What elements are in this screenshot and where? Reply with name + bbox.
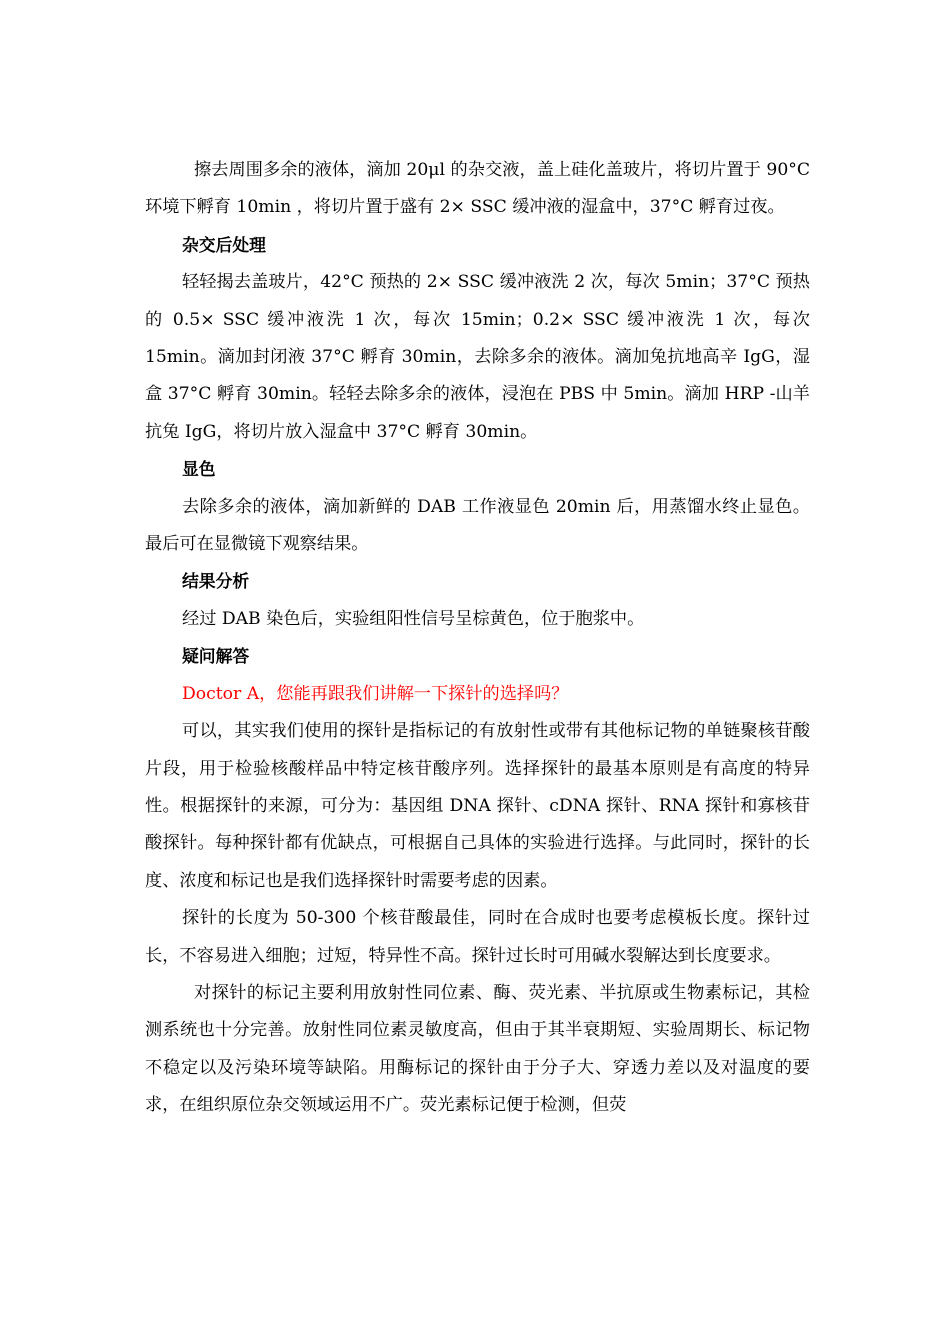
paragraph-probe-labeling: 对探针的标记主要利用放射性同位素、酶、荧光素、半抗原或生物素标记，其检测系统也十分完善。放射性同位素灵敏度高，但由于其半衰期短、实验周期长、标记物不稳定以及污染环境等缺陷。用酶标记的探针由于分子大、穿透力差以及对温度的要求，在组织原位杂交领域运用不广。荧光素标记便于检测，但荧 (145, 982, 810, 1116)
heading-post-hybridization: 杂交后处理 (182, 234, 266, 255)
paragraph-result-analysis: 经过 DAB 染色后，实验组阳性信号呈棕黄色，位于胞浆中。 (182, 608, 645, 629)
faq-question: Doctor A，您能再跟我们讲解一下探针的选择吗？ (182, 683, 569, 704)
paragraph-post-hybridization: 轻轻揭去盖玻片，42°C 预热的 2× SSC 缓冲液洗 2 次，每次 5min；37°C 预热的 0.5× SSC 缓冲液洗 1 次，每次 15min；0.2× SSC 缓冲液洗 1 次，每次 15min。滴加封闭液 37°C 孵育 30min，去除多余的液体。滴加兔抗地高辛 IgG，湿盒 37°C 孵育 30min。轻轻去除多余的液体，浸泡在 PBS 中 5min。滴加 HRP -山羊抗兔 IgG，将切片放入湿盒中 37°C 孵育 30min。 (145, 272, 810, 442)
heading-result-analysis: 结果分析 (182, 571, 250, 592)
paragraph-probe-selection: 可以，其实我们使用的探针是指标记的有放射性或带有其他标记物的单链聚核苷酸片段，用于检验核酸样品中特定核苷酸序列。选择探针的最基本原则是有高度的特异性。根据探针的来源，可分为：基因组 DNA 探针、cDNA 探针、RNA 探针和寡核苷酸探针。每种探针都有优缺点，可根据自己具体的实验进行选择。与此同时，探针的长度、浓度和标记也是我们选择探针时需要考虑的因素。 (145, 721, 810, 891)
heading-color-development: 显色 (182, 459, 216, 480)
paragraph-probe-length: 探针的长度为 50-300 个核苷酸最佳，同时在合成时也要考虑模板长度。探针过长，不容易进入细胞；过短，特异性不高。探针过长时可用碱水裂解达到长度要求。 (145, 908, 810, 966)
heading-faq: 疑问解答 (182, 646, 250, 667)
paragraph-hybridization: 擦去周围多余的液体，滴加 20μl 的杂交液，盖上硅化盖玻片，将切片置于 90°C 环境下孵育 10min ，将切片置于盛有 2× SSC 缓冲液的湿盒中，37°C 孵育过夜。 (145, 160, 810, 218)
paragraph-color-development: 去除多余的液体，滴加新鲜的 DAB 工作液显色 20min 后，用蒸馏水终止显色。最后可在显微镜下观察结果。 (145, 496, 810, 555)
document-body (145, 152, 810, 1125)
